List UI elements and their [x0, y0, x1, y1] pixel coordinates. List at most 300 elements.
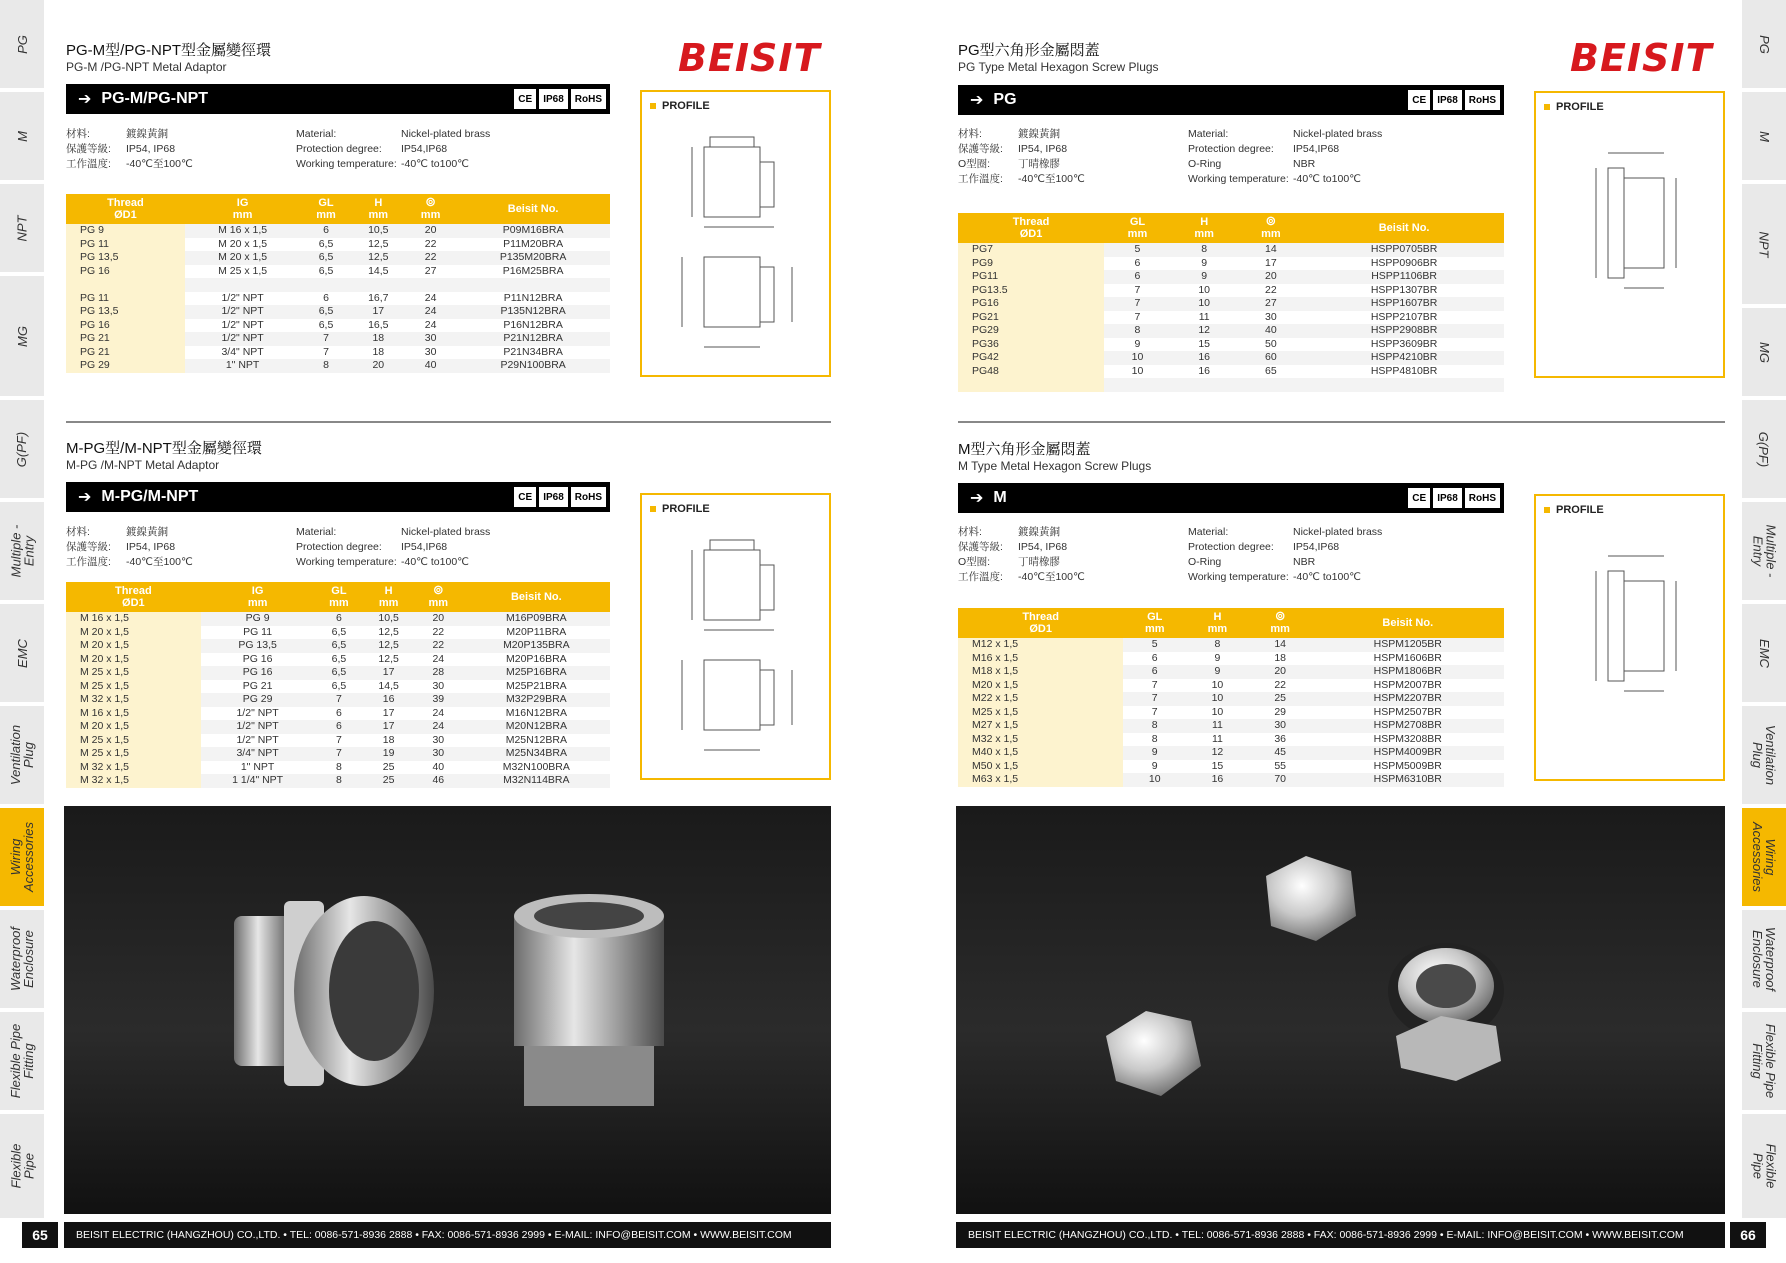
table-cell: M16P09BRA	[463, 612, 610, 626]
table-cell: M12 x 1,5	[958, 638, 1123, 652]
table-cell: 11	[1186, 719, 1249, 733]
table-cell: 30	[1265, 310, 1277, 323]
category-tab-label: NPT	[1756, 231, 1772, 257]
table-row	[66, 693, 610, 707]
table-cell: 6	[323, 291, 329, 304]
category-tab[interactable]	[0, 276, 44, 396]
table-cell: 6	[336, 706, 342, 719]
table-cell: 1 1/4" NPT	[201, 774, 315, 788]
table-row	[958, 338, 1504, 352]
table-row	[958, 719, 1504, 733]
column-header: H mm	[1186, 608, 1249, 638]
category-tab[interactable]	[0, 706, 44, 804]
ip68-badge: IP68	[1433, 90, 1462, 110]
table-row	[66, 734, 610, 748]
category-tab[interactable]	[1742, 910, 1786, 1008]
table-cell: PG 13,5	[66, 251, 185, 265]
column-header: H mm	[363, 582, 414, 612]
table-cell: 15	[1198, 337, 1210, 350]
table-cell: M 32 x 1,5	[66, 761, 201, 775]
table-cell: 6,5	[331, 625, 347, 638]
table-row	[958, 257, 1504, 271]
rohs-badge: RoHS	[571, 487, 606, 507]
spec-meta-m-pg: 材料: 鍍鎳黃銅 Material: Nickel-plated brass 保護等級: IP54, IP68 Protection degree: IP54,IP68 工作溫度: -40℃至100℃ Working temperature: -40℃ to100℃	[66, 526, 491, 568]
table-cell: P09M16BRA	[456, 224, 610, 238]
ce-badge: CE	[1408, 488, 1430, 508]
table-cell: 30	[424, 345, 437, 358]
category-tab[interactable]	[0, 910, 44, 1008]
table-cell: M63 x 1,5	[958, 773, 1123, 787]
table-cell: 18	[1274, 651, 1286, 664]
table-row	[958, 652, 1504, 666]
table-row	[958, 270, 1504, 284]
category-tab[interactable]	[0, 502, 44, 600]
table-cell: 29	[1274, 705, 1286, 718]
category-tab-label: MG	[1756, 341, 1772, 363]
table-cell: 6,5	[300, 305, 351, 319]
arrow-right-icon: ➔	[78, 91, 92, 108]
table-cell: 6	[1151, 651, 1158, 664]
table-cell: M27 x 1,5	[958, 719, 1123, 733]
table-cell: 10,5	[352, 224, 405, 238]
table-cell: HSPM1205BR	[1312, 638, 1504, 652]
table-cell: PG 9	[66, 224, 185, 238]
table-cell: PG 11	[66, 292, 185, 306]
table-cell: P11N12BRA	[503, 291, 563, 304]
column-header: IG mm	[201, 582, 315, 612]
table-cell: M 32 x 1,5	[66, 693, 201, 707]
table-cell: PG9	[958, 257, 1104, 271]
category-tab[interactable]	[0, 400, 44, 498]
table-cell: 1/2" NPT	[221, 291, 264, 304]
category-tab-label: MG	[14, 325, 30, 347]
table-cell: 18	[382, 733, 395, 746]
section-title-m-pg: M-PG型/M-NPT型金屬變徑環	[66, 440, 262, 457]
category-tab[interactable]	[1742, 92, 1786, 180]
column-header: IG mm	[185, 194, 301, 224]
category-tab-label: EMC	[14, 638, 30, 668]
table-cell: PG 21	[66, 332, 185, 346]
table-cell: 22	[405, 251, 456, 265]
table-cell: M20P11BRA	[506, 625, 567, 638]
table-cell: 14,5	[368, 264, 389, 277]
table-cell: HSPP4210BR	[1304, 351, 1504, 365]
table-cell: M25N34BRA	[463, 747, 610, 761]
profile-box-m-pg: PROFILE	[640, 493, 831, 780]
section-divider	[958, 421, 1725, 423]
table-cell: M50 x 1,5	[958, 760, 1123, 774]
table-cell: 11	[1198, 310, 1210, 323]
table-cell: PG11	[958, 270, 1104, 284]
table-cell: 1/2" NPT	[236, 733, 279, 746]
spec-meta-pg-plug: 材料: 鍍鎳黃銅 Material: Nickel-plated brass 保護等級: IP54, IP68 Protection degree: IP54,IP68 O型圈: 丁晴橡膠 O-Ring NBR 工作溫度: -40℃至100℃ Working temperature: -40℃ to100℃	[958, 128, 1383, 185]
table-row	[958, 679, 1504, 693]
table-row	[66, 639, 610, 653]
product-bar-label: PG-M/PG-NPT	[101, 90, 209, 107]
category-tab-label: Wiring Accessories	[8, 821, 37, 893]
table-cell: 17	[382, 706, 395, 719]
table-cell: 10,5	[363, 612, 414, 626]
table-cell: 24	[432, 652, 445, 665]
category-tab-label: Ventilation Plug	[8, 724, 37, 786]
table-cell	[405, 278, 456, 292]
table-cell: 9	[1134, 337, 1141, 350]
table-cell: 20	[414, 612, 463, 626]
table-cell: 18	[352, 332, 405, 346]
category-tab[interactable]	[1742, 604, 1786, 702]
table-row	[66, 774, 610, 788]
table-cell: M32 x 1,5	[958, 733, 1123, 747]
table-cell: 24	[424, 291, 437, 304]
table-cell: 27	[1238, 297, 1305, 311]
table-cell: 28	[414, 666, 463, 680]
product-photo-adaptors	[64, 806, 831, 1214]
table-cell: M 20 x 1,5	[66, 639, 201, 653]
table-cell: HSPP1607BR	[1304, 297, 1504, 311]
beisit-logo: BEISIT	[1570, 36, 1713, 80]
table-cell	[185, 278, 301, 292]
category-tab[interactable]	[0, 1012, 44, 1110]
table-cell: 36	[1274, 732, 1286, 745]
category-tab-label: Wiring Accessories	[1750, 821, 1779, 893]
table-cell	[352, 278, 405, 292]
category-tab[interactable]	[1742, 400, 1786, 498]
table-cell: 40	[405, 359, 456, 373]
spec-table-m-plug	[958, 608, 1504, 787]
spec-table-pg-m	[66, 194, 610, 373]
table-cell: PG 29	[66, 359, 185, 373]
table-cell: 9	[1214, 651, 1221, 664]
table-cell: PG 16	[66, 265, 185, 279]
profile-box-pg-plug: PROFILE	[1534, 91, 1725, 378]
table-cell: 6	[1104, 270, 1171, 284]
table-row	[66, 332, 610, 346]
table-cell: HSPP4810BR	[1370, 364, 1438, 377]
table-cell: 24	[405, 305, 456, 319]
table-cell: PG 16	[201, 666, 315, 680]
table-cell: 1/2" NPT	[201, 720, 315, 734]
table-cell: M32N100BRA	[502, 760, 570, 773]
category-tab-label: Flexible Pipe	[1750, 1143, 1779, 1189]
table-cell: 5	[1123, 638, 1186, 652]
table-cell: 27	[424, 264, 437, 277]
table-cell: 5	[1104, 243, 1171, 257]
ip68-badge: IP68	[1433, 488, 1462, 508]
category-tab-label: M	[14, 130, 30, 142]
category-tab[interactable]	[0, 604, 44, 702]
table-row	[958, 773, 1504, 787]
column-header: GL mm	[1123, 608, 1186, 638]
table-cell	[1238, 378, 1305, 392]
table-row	[66, 707, 610, 721]
table-cell	[456, 278, 610, 292]
table-cell: M 25 x 1,5	[66, 747, 201, 761]
table-row	[958, 378, 1504, 392]
table-cell: PG 16	[66, 319, 185, 333]
table-cell: 20	[1238, 270, 1305, 284]
table-row	[66, 305, 610, 319]
table-row	[958, 284, 1504, 298]
table-cell: PG13.5	[958, 284, 1104, 298]
table-cell: M18 x 1,5	[958, 665, 1123, 679]
table-cell: M16N12BRA	[505, 706, 567, 719]
table-header-row	[66, 194, 610, 224]
adaptor-photo-illustration	[64, 806, 831, 1214]
table-cell: 12	[1186, 746, 1249, 760]
column-header: ⊚ mm	[414, 582, 463, 612]
table-cell: 30	[405, 332, 456, 346]
section-title-pg-m: PG-M型/PG-NPT型金屬變徑環	[66, 42, 271, 59]
table-cell: 24	[424, 318, 437, 331]
table-cell: 11	[1211, 732, 1223, 745]
table-row	[66, 265, 610, 279]
table-cell: PG 11	[66, 238, 185, 252]
table-cell: M 20 x 1,5	[66, 626, 201, 640]
table-cell: PG36	[958, 338, 1104, 352]
category-tab[interactable]	[1742, 0, 1786, 88]
table-cell: 60	[1238, 351, 1305, 365]
profile-drawing-adaptor	[642, 92, 829, 375]
table-cell: 8	[1123, 719, 1186, 733]
table-row	[958, 324, 1504, 338]
category-tab[interactable]	[0, 808, 44, 906]
table-cell: 8	[300, 359, 351, 373]
table-cell: 8	[1171, 243, 1238, 257]
category-tab[interactable]	[1742, 706, 1786, 804]
category-tab[interactable]	[1742, 308, 1786, 396]
table-cell: M 25 x 1,5	[66, 734, 201, 748]
table-cell: 16	[1198, 364, 1210, 377]
section-subtitle-pg-m: PG-M /PG-NPT Metal Adaptor	[66, 60, 227, 74]
table-cell: M25P21BRA	[505, 679, 567, 692]
table-cell: 7	[1151, 705, 1158, 718]
column-header: GL mm	[1104, 213, 1171, 243]
table-row	[958, 760, 1504, 774]
cert-badges	[1408, 488, 1500, 508]
table-cell: 22	[414, 639, 463, 653]
product-bar-m-plug	[958, 483, 1504, 513]
table-cell: 7	[1123, 692, 1186, 706]
category-tab[interactable]	[0, 1114, 44, 1218]
table-cell: 8	[336, 760, 342, 773]
table-cell: 9	[1186, 665, 1249, 679]
table-cell: 24	[432, 706, 445, 719]
section-divider	[66, 421, 831, 423]
table-cell: PG 21	[242, 679, 273, 692]
table-cell: M20N12BRA	[463, 720, 610, 734]
table-cell: HSPM5009BR	[1373, 759, 1442, 772]
table-cell: HSPM2007BR	[1373, 678, 1442, 691]
column-header: Thread ØD1	[66, 194, 185, 224]
table-cell: 6,5	[331, 679, 347, 692]
profile-drawing-adaptor	[642, 495, 829, 778]
table-cell: 12,5	[378, 625, 399, 638]
table-cell: M32N114BRA	[463, 774, 610, 788]
cert-badges	[514, 89, 606, 109]
table-cell	[1304, 378, 1504, 392]
column-header: Thread ØD1	[958, 608, 1123, 638]
table-cell: 17	[352, 305, 405, 319]
table-cell: 10	[1198, 283, 1210, 296]
category-tab-label: Waterproof Enclosure	[8, 926, 37, 992]
category-tab[interactable]	[1742, 502, 1786, 600]
table-cell	[66, 278, 185, 292]
product-bar-label: M-PG/M-NPT	[101, 488, 199, 505]
table-cell: M20P135BRA	[463, 639, 610, 653]
table-cell: M32P29BRA	[463, 693, 610, 707]
table-cell: 1" NPT	[185, 359, 301, 373]
table-cell: 15	[1211, 759, 1224, 772]
table-cell: HSPP3609BR	[1370, 337, 1438, 350]
table-cell: 40	[432, 760, 445, 773]
section-title-m-plug: M型六角形金屬悶蓋	[958, 441, 1091, 458]
table-cell: 9	[1171, 270, 1238, 284]
table-row	[958, 746, 1504, 760]
table-row	[66, 720, 610, 734]
table-row	[66, 292, 610, 306]
product-bar-label: PG	[993, 91, 1017, 108]
category-tab[interactable]	[0, 0, 44, 88]
table-row	[66, 359, 610, 373]
table-cell: P135M20BRA	[456, 251, 610, 265]
category-tab[interactable]	[0, 92, 44, 180]
table-cell: 12,5	[378, 652, 399, 665]
table-cell: 7	[1104, 297, 1171, 311]
table-cell: 12,5	[352, 251, 405, 265]
table-cell: M 20 x 1,5	[185, 251, 301, 265]
category-tab-label: NPT	[14, 215, 30, 241]
product-bar-pg-m	[66, 84, 610, 114]
footer-contact-left: BEISIT ELECTRIC (HANGZHOU) CO.,LTD. • TEL: 0086-571-8936 2888 • FAX: 0086-571-8936 2999 • E-MAIL: INFO@BEISIT.COM • WWW.BEISIT.COM	[64, 1222, 831, 1248]
table-header-row	[66, 582, 610, 612]
table-cell: HSPP0705BR	[1304, 243, 1504, 257]
category-tab-label: PG	[1756, 34, 1772, 54]
table-cell: 10	[1131, 364, 1144, 377]
ce-badge: CE	[514, 89, 536, 109]
table-cell: HSPP2908BR	[1304, 324, 1504, 338]
table-cell: 14,5	[378, 679, 399, 692]
table-cell: HSPP0906BR	[1370, 256, 1438, 269]
profile-drawing-plug	[1536, 496, 1723, 779]
product-bar-pg-plug	[958, 85, 1504, 115]
table-cell: M 25 x 1,5	[66, 680, 201, 694]
table-cell: M20 x 1,5	[958, 679, 1123, 693]
table-row	[958, 297, 1504, 311]
table-cell: M 16 x 1,5	[185, 224, 301, 238]
table-cell: 18	[372, 345, 385, 358]
arrow-right-icon: ➔	[970, 92, 984, 109]
category-tab[interactable]	[1742, 808, 1786, 906]
ce-badge: CE	[1408, 90, 1430, 110]
table-cell: 6	[315, 720, 364, 734]
table-cell: PG 29	[201, 693, 315, 707]
table-row	[66, 278, 610, 292]
table-cell: HSPP2107BR	[1370, 310, 1438, 323]
column-header: ⊚ mm	[405, 194, 456, 224]
table-cell: 30	[1249, 719, 1312, 733]
table-row	[66, 653, 610, 667]
table-cell	[300, 278, 351, 292]
category-tab[interactable]	[1742, 1114, 1786, 1218]
table-cell: PG 11	[243, 625, 273, 638]
table-cell: M20P16BRA	[505, 652, 567, 665]
table-cell: P11M20BRA	[503, 237, 564, 250]
table-cell: 1/2" NPT	[236, 706, 279, 719]
table-row	[958, 351, 1504, 365]
column-header: H mm	[1171, 213, 1238, 243]
table-cell: PG42	[958, 351, 1104, 365]
table-cell: 65	[1265, 364, 1277, 377]
table-cell: M25 x 1,5	[958, 706, 1123, 720]
table-cell: 55	[1274, 759, 1286, 772]
table-cell: 7	[315, 747, 364, 761]
table-cell: HSPM2507BR	[1373, 705, 1442, 718]
table-row	[66, 626, 610, 640]
table-cell: PG21	[958, 311, 1104, 325]
plugs-photo-illustration	[956, 806, 1725, 1214]
table-cell	[958, 378, 1104, 392]
table-cell: 8	[315, 774, 364, 788]
arrow-right-icon: ➔	[970, 490, 984, 507]
table-cell: M25P16BRA	[463, 666, 610, 680]
table-cell: 25	[382, 760, 395, 773]
ip68-badge: IP68	[539, 89, 568, 109]
table-cell: 9	[1201, 256, 1208, 269]
profile-drawing-plug	[1536, 93, 1723, 376]
table-cell: 19	[363, 747, 414, 761]
ce-badge: CE	[514, 487, 536, 507]
table-row	[66, 251, 610, 265]
footer-contact-right: BEISIT ELECTRIC (HANGZHOU) CO.,LTD. • TEL: 0086-571-8936 2888 • FAX: 0086-571-8936 2999 • E-MAIL: INFO@BEISIT.COM • WWW.BEISIT.COM	[956, 1222, 1725, 1248]
table-row	[958, 692, 1504, 706]
category-tab-label: G(PF)	[14, 431, 30, 467]
table-cell: HSPP1307BR	[1370, 283, 1438, 296]
table-cell: 7	[1151, 678, 1158, 691]
table-cell: 7	[300, 332, 351, 346]
table-cell: HSPM2708BR	[1312, 719, 1504, 733]
table-cell: 7	[323, 345, 329, 358]
product-photo-plugs	[956, 806, 1725, 1214]
table-row	[66, 224, 610, 238]
table-cell: P21N12BRA	[456, 332, 610, 346]
table-cell: M 16 x 1,5	[66, 707, 201, 721]
table-row	[66, 238, 610, 252]
table-cell: 12	[1171, 324, 1238, 338]
table-cell: 8	[1151, 732, 1158, 745]
table-row	[958, 311, 1504, 325]
table-cell: M 20 x 1,5	[66, 653, 201, 667]
table-cell: M 16 x 1,5	[66, 612, 201, 626]
table-cell: PG7	[958, 243, 1104, 257]
spec-meta-m-plug: 材料: 鍍鎳黃銅 Material: Nickel-plated brass 保護等級: IP54, IP68 Protection degree: IP54,IP68 O型圈: 丁晴橡膠 O-Ring NBR 工作溫度: -40℃至100℃ Working temperature: -40℃ to100℃	[958, 526, 1383, 583]
table-cell: 22	[1274, 678, 1286, 691]
table-cell: PG16	[958, 297, 1104, 311]
spec-meta-pg-m: 材料: 鍍鎳黃銅 Material: Nickel-plated brass 保護等級: IP54, IP68 Protection degree: IP54,IP68 工作溫度: -40℃至100℃ Working temperature: -40℃ to100℃	[66, 128, 491, 170]
table-cell: P16M25BRA	[502, 264, 564, 277]
column-header: ⊚ mm	[1249, 608, 1312, 638]
table-cell: HSPP1106BR	[1304, 270, 1504, 284]
category-tab[interactable]	[1742, 1012, 1786, 1110]
page-number-left: 65	[22, 1222, 58, 1248]
table-cell: 16	[363, 693, 414, 707]
table-cell: 1/2" NPT	[185, 305, 301, 319]
category-tab[interactable]	[1742, 184, 1786, 304]
table-cell: 6	[300, 224, 351, 238]
category-tab[interactable]	[0, 184, 44, 272]
product-bar-label: M	[993, 489, 1007, 506]
column-header: Beisit No.	[1304, 213, 1504, 243]
table-cell: 12,5	[368, 237, 389, 250]
